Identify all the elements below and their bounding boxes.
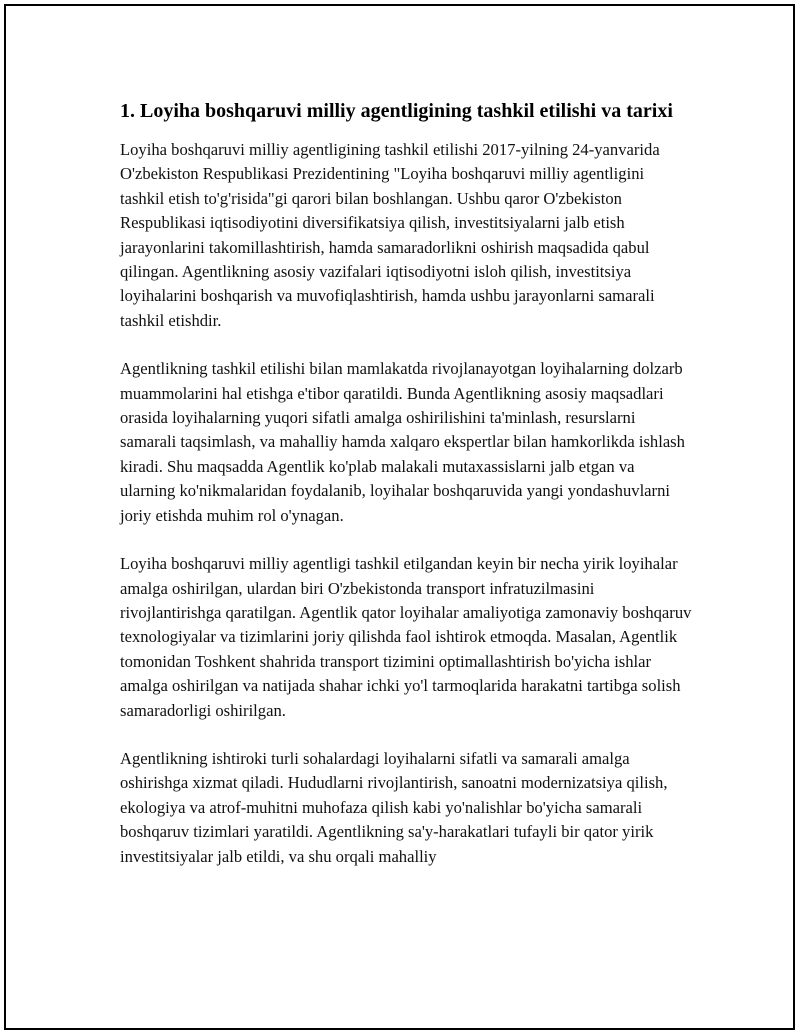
paragraph-3: Loyiha boshqaruvi milliy agentligi tashkil etilgandan keyin bir necha yirik loyihalar amalga oshirilgan, ulardan biri O'zbekistonda transport infratuzilmasini rivojlantirishga qaratilgan. Agentlik qator loyihalar amaliyotiga zamonaviy boshqaruv texnologiyalar va tizimlarini joriy qilishda faol ishtirok etmoqda. Masalan, Agentlik tomonidan Toshkent shahrida transport tizimini optimallashtirish bo'yicha ishlar amalga oshirilgan va natijada shahar ichki yo'l tarmoqlarida harakatni tartibga solish samaradorligi oshirilgan. <box>120 554 692 720</box>
paragraph-4: Agentlikning ishtiroki turli sohalardagi loyihalarni sifatli va samarali amalga oshirishga xizmat qiladi. Hududlarni rivojlantirish, sanoatni modernizatsiya qilish, ekologiya va atrof-muhitni muhofaza qilish kabi yo'nalishlar bo'yicha samarali boshqaruv tizimlari yaratildi. Agentlikning sa'y-harakatlari tufayli bir qator yirik investitsiyalar jalb etildi, va shu orqali mahalliy <box>120 748 668 866</box>
section-heading: 1. Loyiha boshqaruvi milliy agentligining tashkil etilishi va tarixi <box>120 100 673 122</box>
page-frame <box>4 4 795 1030</box>
paragraph-2: Agentlikning tashkil etilishi bilan mamlakatda rivojlanayotgan loyihalarning dolzarb muammolarini hal etishga e'tibor qaratildi. Bunda Agentlikning asosiy maqsadlari orasida loyihalarning yuqori sifatli amalga oshirilishini ta'minlash, resurslarni samarali taqsimlash, va mahalliy hamda xalqaro ekspertlar bilan hamkorlikda ishlash kiradi. Shu maqsadda Agentlik ko'plab malakali mutaxassislarni jalb etgan va ularning ko'nikmalaridan foydalanib, loyihalar boshqaruvida yangi yondashuvlarni joriy etishda muhim rol o'ynagan. <box>120 359 685 525</box>
document-body <box>120 98 692 893</box>
paragraph-1: Loyiha boshqaruvi milliy agentligining tashkil etilishi 2017-yilning 24-yanvarida O'zbekiston Respublikasi Prezidentining "Loyiha boshqaruvi milliy agentligini tashkil etish to'g'risida"gi qarori bilan boshlangan. Ushbu qaror O'zbekiston Respublikasi iqtisodiyotini diversifikatsiya qilish, investitsiyalarni jalb etish jarayonlarini takomillashtirish, hamda samaradorlikni oshirish maqsadida qabul qilingan. Agentlikning asosiy vazifalari iqtisodiyotni isloh qilish, investitsiya loyihalarini boshqarish va muvofiqlashtirish, hamda ushbu jarayonlarni samarali tashkil etishdir. <box>120 140 660 330</box>
